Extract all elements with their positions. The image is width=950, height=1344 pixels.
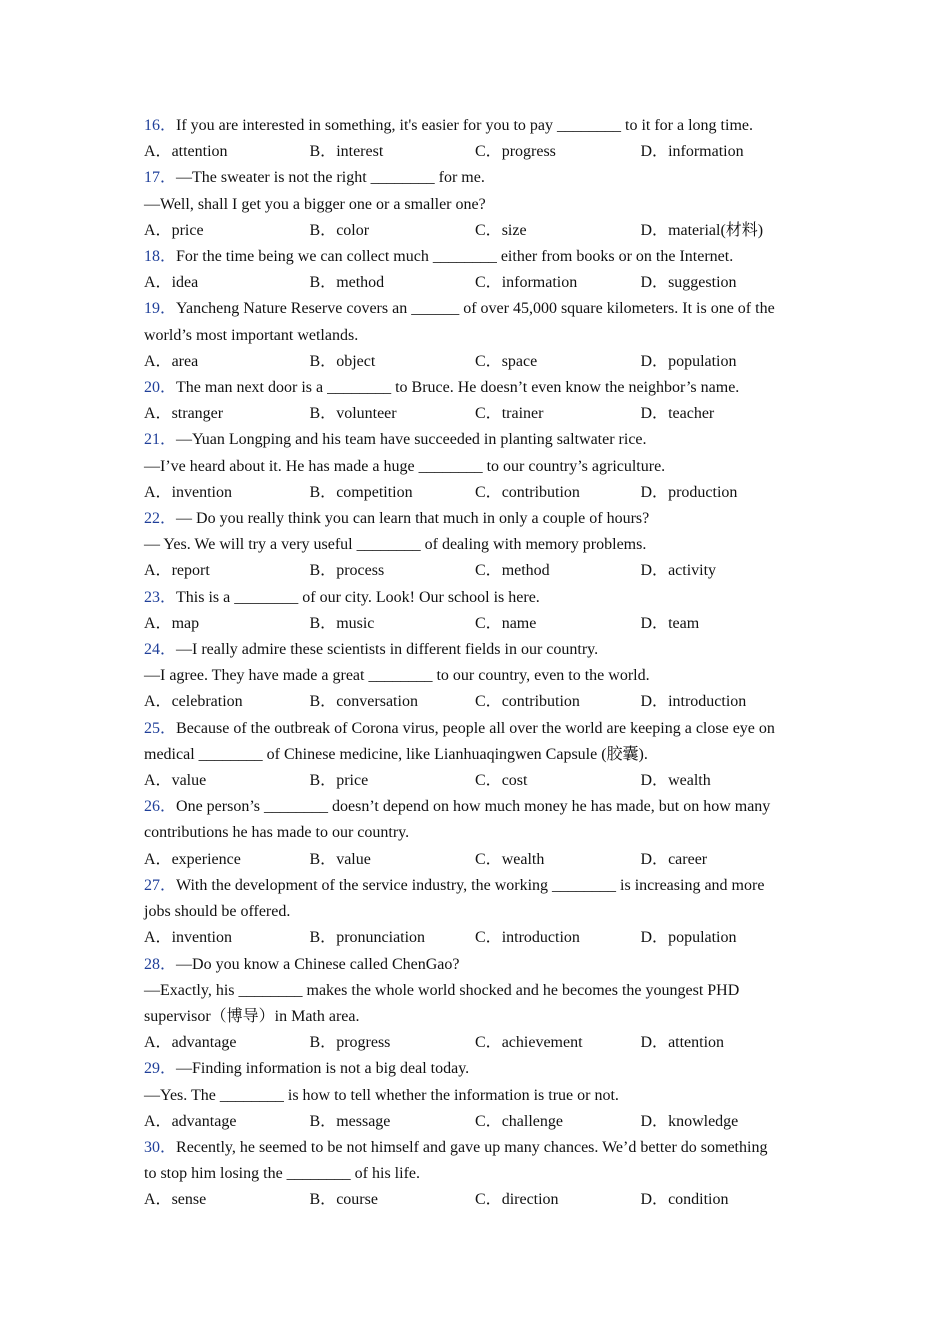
option-letter: B． <box>309 562 337 580</box>
option-letter: A． <box>144 1112 172 1130</box>
question-number-separator: ． <box>160 117 177 134</box>
question-number-separator: ． <box>160 169 177 187</box>
question-number-separator: ． <box>160 641 177 659</box>
option-letter: D． <box>640 614 669 632</box>
option-text: method <box>501 562 550 580</box>
answer-options <box>144 218 814 244</box>
option-letter: A． <box>144 143 172 161</box>
question-number: 17 <box>144 169 160 187</box>
question-number: 16 <box>144 117 160 134</box>
answer-option <box>641 768 807 794</box>
answer-option <box>310 611 476 637</box>
question-stem-line <box>144 323 814 349</box>
question-number-separator: ． <box>160 955 177 973</box>
answer-option <box>641 139 807 165</box>
option-letter: C． <box>475 929 502 947</box>
answer-options <box>144 689 814 715</box>
question-28 <box>144 952 814 1057</box>
option-letter: C． <box>475 1112 502 1130</box>
answer-options <box>144 1109 814 1135</box>
question-text: One person’s ________ doesn’t depend on how much money he has made, but on how many <box>176 798 771 816</box>
question-number-separator: ． <box>160 1060 177 1078</box>
option-text: contribution <box>501 483 580 501</box>
option-letter: D． <box>640 850 669 868</box>
option-letter: A． <box>144 221 172 239</box>
question-stem <box>144 375 814 401</box>
answer-option <box>475 139 641 165</box>
question-stem-line <box>144 978 814 1004</box>
option-text: attention <box>171 143 228 161</box>
option-text: conversation <box>336 693 418 711</box>
option-text: price <box>171 221 204 239</box>
option-text: object <box>336 352 376 370</box>
question-18 <box>144 244 814 296</box>
question-number-separator: ． <box>160 510 177 528</box>
question-number-separator: ． <box>160 588 177 606</box>
question-text: medical ________ of Chinese medicine, like Lianhuaqingwen Capsule (胶囊). <box>144 745 648 763</box>
answer-options <box>144 139 814 165</box>
question-text: For the time being we can collect much ________ either from books or on the Internet. <box>176 248 734 266</box>
answer-options <box>144 1030 814 1056</box>
option-text: introduction <box>668 693 747 711</box>
answer-option <box>144 768 310 794</box>
option-letter: C． <box>475 693 502 711</box>
answer-option <box>641 1109 807 1135</box>
question-text: Because of the outbreak of Corona virus, people all over the world are keeping a close eye on <box>176 719 775 737</box>
option-text: activity <box>668 562 717 580</box>
answer-option <box>641 218 807 244</box>
option-letter: C． <box>475 562 502 580</box>
question-stem <box>144 1056 814 1082</box>
option-text: process <box>336 562 385 580</box>
question-number-separator: ． <box>160 248 177 266</box>
question-text: —Exactly, his ________ makes the whole world shocked and he becomes the youngest PHD <box>144 981 740 999</box>
option-text: music <box>336 614 375 632</box>
question-30 <box>144 1135 814 1214</box>
option-text: message <box>336 1112 391 1130</box>
option-letter: B． <box>309 274 337 292</box>
question-20 <box>144 375 814 427</box>
option-text: advantage <box>171 1112 237 1130</box>
option-text: trainer <box>501 405 544 423</box>
option-text: wealth <box>668 772 711 790</box>
question-stem <box>144 296 814 322</box>
answer-option <box>310 558 476 584</box>
option-text: information <box>668 143 744 161</box>
option-letter: D． <box>640 221 669 239</box>
question-number-separator: ． <box>160 1138 177 1156</box>
answer-option <box>641 1187 807 1213</box>
option-letter: A． <box>144 352 172 370</box>
option-text: invention <box>171 929 232 947</box>
question-number: 28 <box>144 955 160 973</box>
option-text: achievement <box>501 1034 583 1052</box>
option-text: team <box>668 614 700 632</box>
answer-option <box>144 847 310 873</box>
question-number-separator: ． <box>160 300 177 318</box>
answer-option <box>310 1030 476 1056</box>
option-letter: C． <box>475 221 502 239</box>
answer-option <box>144 349 310 375</box>
option-letter: D． <box>640 352 669 370</box>
option-letter: D． <box>640 1112 669 1130</box>
answer-option <box>144 611 310 637</box>
answer-option <box>641 349 807 375</box>
question-stem-line <box>144 899 814 925</box>
question-22 <box>144 506 814 585</box>
option-letter: B． <box>309 850 337 868</box>
question-number: 20 <box>144 379 160 397</box>
option-letter: C． <box>475 352 502 370</box>
question-number: 30 <box>144 1138 160 1156</box>
answer-option <box>475 1187 641 1213</box>
option-text: volunteer <box>336 405 397 423</box>
answer-option <box>310 270 476 296</box>
option-text: map <box>171 614 200 632</box>
option-text: value <box>336 850 371 868</box>
option-letter: A． <box>144 562 172 580</box>
question-stem-line <box>144 1083 814 1109</box>
option-text: space <box>501 352 538 370</box>
option-text: experience <box>171 850 241 868</box>
option-letter: B． <box>309 614 337 632</box>
option-text: suggestion <box>668 274 737 292</box>
answer-option <box>475 847 641 873</box>
question-24 <box>144 637 814 716</box>
question-number-separator: ． <box>160 719 177 737</box>
question-text: jobs should be offered. <box>144 903 291 921</box>
option-text: report <box>171 562 210 580</box>
option-letter: A． <box>144 929 172 947</box>
option-text: pronunciation <box>336 929 426 947</box>
question-text: —I’ve heard about it. He has made a huge ________ to our country’s agriculture. <box>144 457 666 475</box>
option-letter: B． <box>309 483 337 501</box>
option-letter: C． <box>475 1034 502 1052</box>
option-text: cost <box>501 772 528 790</box>
question-stem <box>144 637 814 663</box>
option-letter: D． <box>640 772 669 790</box>
question-stem-line <box>144 532 814 558</box>
option-letter: B． <box>309 1112 337 1130</box>
question-stem <box>144 952 814 978</box>
answer-option <box>144 1030 310 1056</box>
question-text: Recently, he seemed to be not himself and gave up many chances. We’d better do something <box>176 1138 768 1156</box>
option-letter: A． <box>144 693 172 711</box>
question-text: If you are interested in something, it's easier for you to pay ________ to it for a long time. <box>176 117 753 134</box>
question-text: The man next door is a ________ to Bruce. He doesn’t even know the neighbor’s name. <box>176 379 740 397</box>
question-text: —Yes. The ________ is how to tell whether the information is true or not. <box>144 1086 619 1104</box>
answer-option <box>641 1030 807 1056</box>
answer-option <box>641 480 807 506</box>
question-text: Yancheng Nature Reserve covers an ______ of over 45,000 square kilometers. It is one of the <box>176 300 775 318</box>
question-16 <box>144 113 814 165</box>
answer-option <box>475 689 641 715</box>
option-letter: B． <box>309 143 337 161</box>
answer-option <box>310 349 476 375</box>
question-27 <box>144 873 814 952</box>
answer-option <box>310 139 476 165</box>
question-stem-line <box>144 192 814 218</box>
option-text: challenge <box>501 1112 563 1130</box>
option-text: knowledge <box>668 1112 739 1130</box>
question-stem-line <box>144 663 814 689</box>
question-stem <box>144 244 814 270</box>
option-letter: D． <box>640 405 669 423</box>
question-text: — Yes. We will try a very useful ________ of dealing with memory problems. <box>144 536 647 554</box>
question-text: — Do you really think you can learn that much in only a couple of hours? <box>176 510 650 528</box>
question-text: supervisor（博导）in Math area. <box>144 1007 360 1025</box>
question-stem <box>144 716 814 742</box>
option-text: attention <box>668 1034 725 1052</box>
question-25 <box>144 716 814 795</box>
question-text: —The sweater is not the right ________ for me. <box>176 169 485 187</box>
option-text: idea <box>171 274 199 292</box>
question-number: 18 <box>144 248 160 266</box>
answer-option <box>475 558 641 584</box>
answer-options <box>144 480 814 506</box>
answer-option <box>310 480 476 506</box>
option-text: area <box>171 352 199 370</box>
question-number: 24 <box>144 641 160 659</box>
option-letter: B． <box>309 693 337 711</box>
answer-option <box>310 925 476 951</box>
answer-option <box>641 689 807 715</box>
answer-options <box>144 270 814 296</box>
answer-options <box>144 611 814 637</box>
option-letter: B． <box>309 1034 337 1052</box>
question-stem-line <box>144 1161 814 1187</box>
answer-options <box>144 401 814 427</box>
option-letter: C． <box>475 274 502 292</box>
question-19 <box>144 296 814 375</box>
answer-option <box>310 1109 476 1135</box>
question-stem <box>144 165 814 191</box>
question-stem <box>144 1135 814 1161</box>
option-letter: B． <box>309 772 337 790</box>
question-text: —I really admire these scientists in different fields in our country. <box>176 641 599 659</box>
option-letter: B． <box>309 929 337 947</box>
question-stem <box>144 113 814 139</box>
answer-option <box>641 558 807 584</box>
question-list <box>144 113 814 1214</box>
option-letter: D． <box>640 483 669 501</box>
option-letter: A． <box>144 1191 172 1209</box>
option-letter: B． <box>309 352 337 370</box>
question-21 <box>144 427 814 506</box>
option-text: sense <box>171 1191 207 1209</box>
option-text: size <box>501 221 527 239</box>
question-stem <box>144 873 814 899</box>
question-stem <box>144 585 814 611</box>
answer-option <box>144 558 310 584</box>
question-number-separator: ． <box>160 798 177 816</box>
question-text: —Yuan Longping and his team have succeeded in planting saltwater rice. <box>176 431 647 449</box>
option-letter: D． <box>640 693 669 711</box>
option-text: contribution <box>501 693 580 711</box>
answer-option <box>475 401 641 427</box>
question-text: contributions he has made to our country. <box>144 824 410 842</box>
option-text: competition <box>336 483 413 501</box>
option-letter: B． <box>309 221 337 239</box>
option-text: method <box>336 274 385 292</box>
answer-option <box>475 1030 641 1056</box>
question-number: 27 <box>144 876 160 894</box>
option-letter: A． <box>144 274 172 292</box>
answer-option <box>144 689 310 715</box>
question-number: 21 <box>144 431 160 449</box>
answer-option <box>144 480 310 506</box>
answer-option <box>310 401 476 427</box>
question-23 <box>144 585 814 637</box>
question-number-separator: ． <box>160 431 177 449</box>
question-text: —Finding information is not a big deal today. <box>176 1060 470 1078</box>
option-text: teacher <box>668 405 715 423</box>
answer-option <box>475 480 641 506</box>
option-letter: C． <box>475 143 502 161</box>
question-text: —Well, shall I get you a bigger one or a smaller one? <box>144 195 486 213</box>
option-text: name <box>501 614 537 632</box>
answer-option <box>641 270 807 296</box>
question-number: 29 <box>144 1060 160 1078</box>
question-text: —I agree. They have made a great ________ to our country, even to the world. <box>144 667 650 685</box>
option-text: invention <box>171 483 232 501</box>
question-29 <box>144 1056 814 1135</box>
option-letter: D． <box>640 1191 669 1209</box>
answer-option <box>475 611 641 637</box>
option-letter: D． <box>640 143 669 161</box>
option-letter: C． <box>475 405 502 423</box>
question-stem <box>144 427 814 453</box>
option-letter: C． <box>475 1191 502 1209</box>
option-letter: A． <box>144 614 172 632</box>
option-text: career <box>668 850 708 868</box>
answer-option <box>641 611 807 637</box>
option-text: condition <box>668 1191 729 1209</box>
answer-option <box>310 689 476 715</box>
option-letter: A． <box>144 483 172 501</box>
answer-option <box>475 768 641 794</box>
answer-option <box>144 270 310 296</box>
question-26 <box>144 794 814 873</box>
answer-options <box>144 558 814 584</box>
question-stem <box>144 506 814 532</box>
option-letter: B． <box>309 405 337 423</box>
answer-option <box>144 1109 310 1135</box>
answer-option <box>310 847 476 873</box>
question-text: —Do you know a Chinese called ChenGao? <box>176 955 460 973</box>
option-text: production <box>668 483 738 501</box>
option-letter: C． <box>475 850 502 868</box>
answer-options <box>144 768 814 794</box>
option-text: material(材料) <box>668 221 764 239</box>
option-text: introduction <box>501 929 580 947</box>
option-letter: D． <box>640 274 669 292</box>
option-letter: A． <box>144 405 172 423</box>
option-text: direction <box>501 1191 559 1209</box>
question-text: to stop him losing the ________ of his life. <box>144 1165 420 1183</box>
question-stem-line <box>144 742 814 768</box>
option-text: wealth <box>501 850 545 868</box>
option-text: course <box>336 1191 378 1209</box>
answer-option <box>310 768 476 794</box>
option-letter: A． <box>144 850 172 868</box>
option-text: color <box>336 221 370 239</box>
option-letter: A． <box>144 1034 172 1052</box>
answer-option <box>475 1109 641 1135</box>
option-text: advantage <box>171 1034 237 1052</box>
answer-option <box>475 218 641 244</box>
answer-option <box>641 925 807 951</box>
option-letter: C． <box>475 614 502 632</box>
option-letter: C． <box>475 483 502 501</box>
question-number-separator: ． <box>160 379 177 397</box>
question-text: With the development of the service industry, the working ________ is increasing and more <box>176 876 765 894</box>
option-text: value <box>171 772 207 790</box>
option-text: population <box>668 352 737 370</box>
option-letter: D． <box>640 929 669 947</box>
option-text: stranger <box>171 405 224 423</box>
answer-option <box>144 1187 310 1213</box>
option-text: progress <box>336 1034 391 1052</box>
answer-options <box>144 349 814 375</box>
option-text: interest <box>336 143 384 161</box>
answer-options <box>144 1187 814 1213</box>
question-number: 25 <box>144 719 160 737</box>
question-number: 22 <box>144 510 160 528</box>
option-text: information <box>501 274 578 292</box>
answer-option <box>310 218 476 244</box>
question-number: 19 <box>144 300 160 318</box>
answer-option <box>641 401 807 427</box>
answer-option <box>475 270 641 296</box>
answer-option <box>144 218 310 244</box>
answer-option <box>144 925 310 951</box>
answer-options <box>144 847 814 873</box>
answer-option <box>144 401 310 427</box>
option-text: celebration <box>171 693 243 711</box>
question-number: 26 <box>144 798 160 816</box>
option-text: progress <box>501 143 556 161</box>
question-stem-line <box>144 820 814 846</box>
option-letter: A． <box>144 772 172 790</box>
answer-options <box>144 925 814 951</box>
question-text: This is a ________ of our city. Look! Our school is here. <box>176 588 540 606</box>
answer-option <box>310 1187 476 1213</box>
question-stem-line <box>144 454 814 480</box>
question-number: 23 <box>144 588 160 606</box>
option-letter: B． <box>309 1191 337 1209</box>
answer-option <box>475 349 641 375</box>
question-stem <box>144 794 814 820</box>
option-letter: D． <box>640 562 669 580</box>
option-text: price <box>336 772 369 790</box>
option-text: population <box>668 929 737 947</box>
answer-option <box>144 139 310 165</box>
question-17 <box>144 165 814 244</box>
question-text: world’s most important wetlands. <box>144 326 359 344</box>
option-letter: D． <box>640 1034 669 1052</box>
option-letter: C． <box>475 772 502 790</box>
answer-option <box>641 847 807 873</box>
answer-option <box>475 925 641 951</box>
question-stem-line <box>144 1004 814 1030</box>
question-number-separator: ． <box>160 876 177 894</box>
